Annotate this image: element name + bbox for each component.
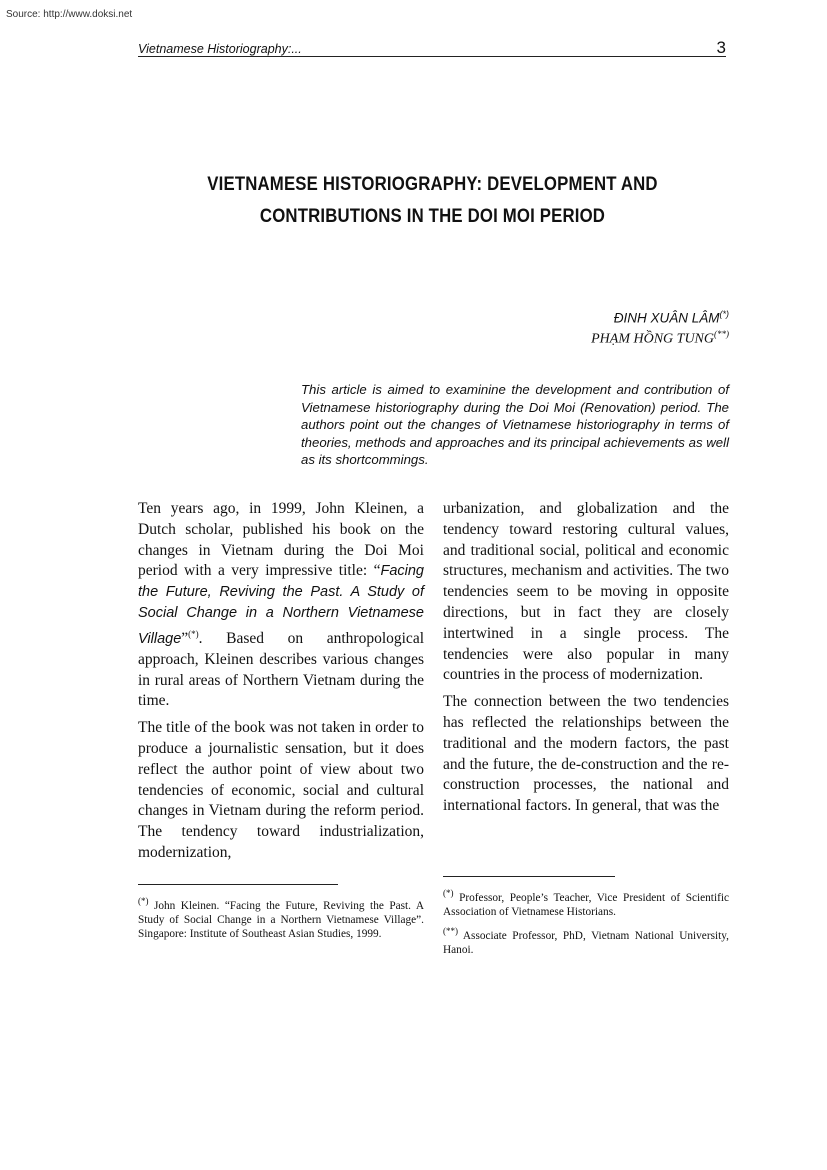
author-1	[614, 309, 729, 326]
body-column-right	[443, 499, 729, 823]
footnote-author-1-text: Professor, People’s Teacher, Vice President of Scientific Association of Vietnamese Historians.	[443, 891, 729, 918]
header-rule	[138, 56, 726, 57]
footnote-author-1	[443, 886, 729, 919]
footnote-book-mark: (*)	[138, 896, 149, 906]
abstract: This article is aimed to examinine the development and contribution of Vietnamese historiography during the Doi Moi (Renovation) period. The authors point out the changes of Vietnamese historiography in terms of theories, methods and approaches and its principal achievements as well as its shortcommings.	[301, 382, 729, 467]
closing-quote: ”	[181, 629, 189, 647]
footnote-author-2-mark: (**)	[443, 926, 458, 936]
book-title: Facing the Future, Reviving the Past. A Study of Social Change in a Northern Vietnamese Village	[138, 563, 424, 647]
author-2-mark: (**)	[714, 329, 729, 339]
paragraph-1-rest: . Based on anthropological approach, Kleinen describes various changes in rural areas of Northern Vietnam during the time.	[138, 629, 424, 710]
paragraph-1-intro: Ten years ago, in 1999, John Kleinen, a Dutch scholar, published his book on the changes in Vietnam during the Doi Moi period with a very impressive title: “	[138, 500, 424, 580]
footnote-book-text: John Kleinen. “Facing the Future, Reviving the Past. A Study of Social Change in a Northern Vietnamese Village”. Singapore: Institute of Southeast Asian Studies, 1999.	[138, 899, 424, 940]
footnote-rule-left	[138, 884, 338, 885]
footnote-book	[138, 894, 424, 941]
paragraph-1	[138, 499, 424, 712]
footnote-author-1-mark: (*)	[443, 888, 454, 898]
page-number: 3	[716, 38, 726, 57]
body-column-left	[138, 499, 424, 870]
paragraph-3: urbanization, and globalization and the tendency toward restoring cultural values, and traditional social, political and economic structures, mechanism and activities. The two tendencies seem to be moving in opposite directions, but in fact they are closely intertwined in a single process. The tendencies were also popular in many countries in the process of modernization.	[443, 500, 729, 684]
source-url: Source: http://www.doksi.net	[6, 9, 133, 20]
author-1-mark: (*)	[719, 309, 729, 319]
title-line-1: VIETNAMESE HISTORIOGRAPHY: DEVELOPMENT AND	[207, 173, 658, 195]
author-2-name: PHẠM HỒNG TUNG	[591, 331, 714, 347]
footnote-author-2-text: Associate Professor, PhD, Vietnam National University, Hanoi.	[443, 929, 729, 956]
footnote-ref[interactable]: (*)	[188, 628, 199, 639]
running-title: Vietnamese Historiography:...	[138, 42, 302, 56]
footnote-author-2	[443, 924, 729, 957]
author-1-name: ĐINH XUÂN LÂM	[613, 310, 720, 326]
author-2	[591, 329, 729, 348]
paragraph-2: The title of the book was not taken in order to produce a journalistic sensation, but it does reflect the author point of view about two tendencies of economic, social and cultural changes in Vietnam during the reform period. The tendency toward industrialization, modernization,	[138, 719, 424, 861]
paragraph-4: The connection between the two tendencies has reflected the relationships between the traditional and the modern factors, the past and the future, the de-construction and the re-construction processes, the national and international factors. In general, that was the	[443, 693, 729, 815]
footnote-rule-right	[443, 876, 615, 877]
title-line-2: CONTRIBUTIONS IN THE DOI MOI PERIOD	[259, 205, 606, 227]
article-title	[198, 168, 667, 232]
